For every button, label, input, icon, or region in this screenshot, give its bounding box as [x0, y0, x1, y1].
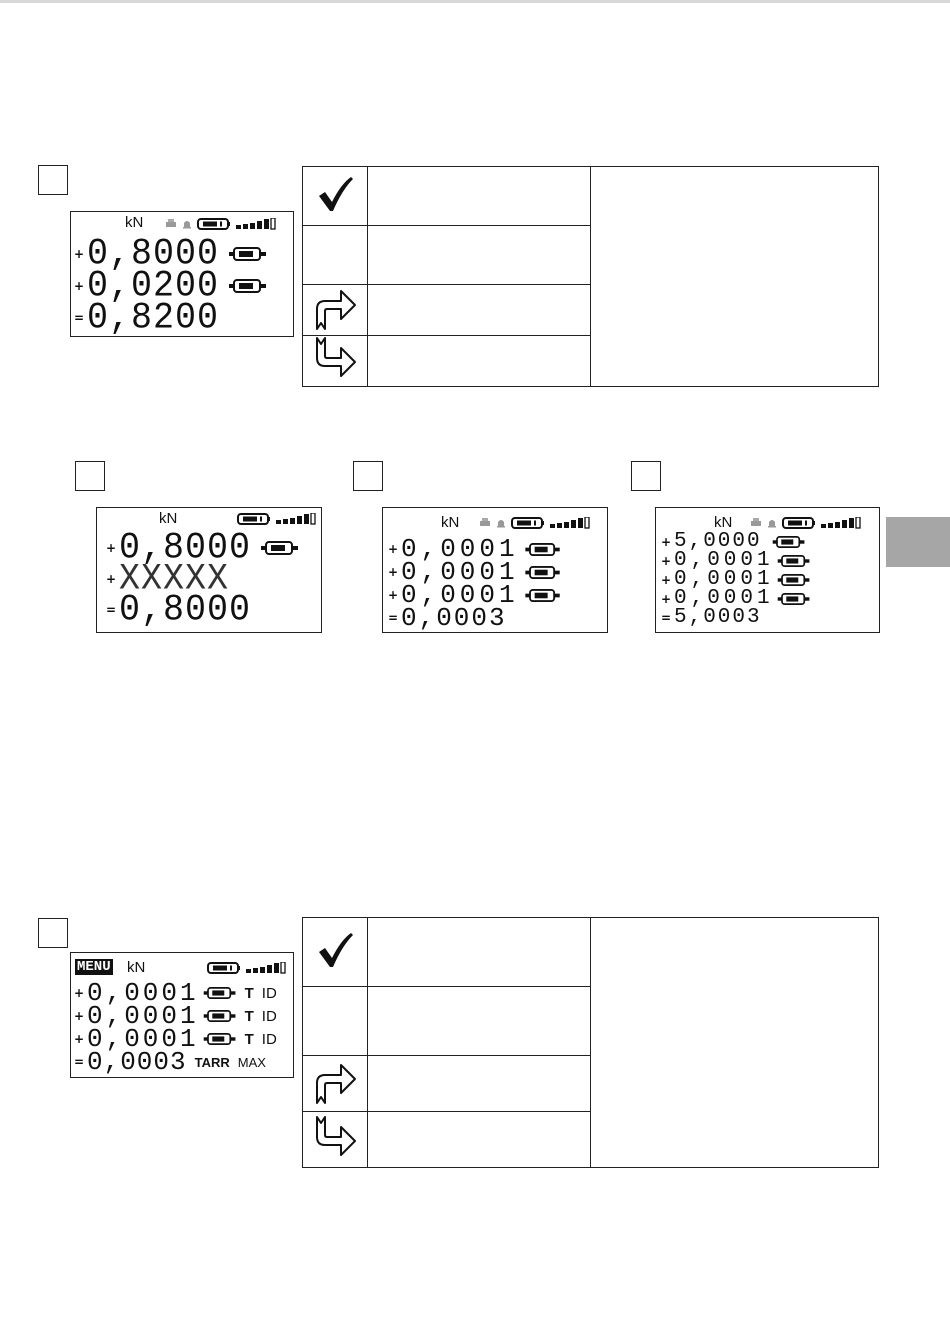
- unit-label: kN: [127, 959, 146, 976]
- row-value: 0,8000: [119, 527, 252, 569]
- row-value: 0,0003: [401, 603, 507, 633]
- lcd-row: [71, 298, 219, 338]
- bell-icon: [182, 219, 192, 229]
- key-up[interactable]: [303, 285, 368, 336]
- row-value: 0,0001: [674, 587, 774, 610]
- step-box-2: [75, 461, 105, 491]
- row-sign: +: [660, 553, 672, 568]
- key-up[interactable]: [303, 1056, 368, 1112]
- key-up-text: [368, 285, 591, 336]
- key-ok-text: [368, 918, 591, 987]
- row-value: 0,0001: [401, 557, 519, 587]
- tarr-indicator: TARR: [194, 1054, 230, 1070]
- description-cell: [591, 167, 879, 387]
- tare-indicator: T: [244, 1030, 254, 1048]
- unit-label: kN: [714, 514, 733, 531]
- row-value-undefined: XXXXX: [119, 558, 230, 600]
- row-sign: =: [105, 603, 117, 617]
- lcd-row: [71, 1047, 266, 1077]
- signal-strength-icon: [276, 513, 316, 525]
- lcd-row: [658, 606, 762, 629]
- row-value: 0,0001: [674, 549, 774, 572]
- sensor-icon: [525, 589, 561, 602]
- row-sign: =: [660, 610, 672, 625]
- lcd-display-1: [70, 211, 294, 337]
- row-sign: +: [660, 591, 672, 606]
- printer-icon: [165, 219, 177, 229]
- row-value: 0,0001: [87, 1001, 199, 1031]
- sensor-icon: [203, 987, 237, 999]
- sensor-icon: [777, 555, 811, 567]
- status-icons: [237, 513, 316, 525]
- row-value: 0,8200: [87, 297, 220, 339]
- row-sign: +: [105, 572, 117, 586]
- id-indicator: ID: [261, 984, 277, 1002]
- lcd-display-3: [382, 507, 608, 633]
- status-icons: [750, 517, 861, 529]
- tare-indicator: T: [244, 1007, 254, 1025]
- status-icons: [207, 962, 286, 974]
- sensor-icon: [229, 247, 267, 261]
- lcd-row: [385, 603, 507, 633]
- id-indicator: ID: [261, 1007, 277, 1025]
- row-sign: +: [387, 542, 399, 556]
- step-box-1: [38, 165, 68, 195]
- key-ok[interactable]: [303, 167, 368, 226]
- key-ok[interactable]: [303, 918, 368, 987]
- sensor-icon: [525, 543, 561, 556]
- row-value: 0,0003: [87, 1047, 187, 1077]
- max-indicator: MAX: [237, 1054, 266, 1070]
- row-sign: +: [73, 1032, 85, 1046]
- row-sign: +: [660, 534, 672, 549]
- battery-icon: [207, 962, 241, 974]
- key-table-2: [302, 917, 879, 1168]
- status-icons: [479, 517, 590, 529]
- check-icon: [315, 930, 355, 970]
- key-down[interactable]: [303, 1112, 368, 1168]
- row-sign: +: [73, 247, 85, 261]
- key-blank-text: [368, 226, 591, 285]
- unit-label: kN: [441, 514, 460, 531]
- row-sign: +: [387, 588, 399, 602]
- key-blank-text: [368, 987, 591, 1056]
- check-icon: [315, 174, 355, 214]
- down-right-arrow-icon: [313, 1115, 357, 1161]
- sensor-icon: [203, 1033, 237, 1045]
- menu-label: MENU: [77, 959, 111, 975]
- status-icons: [165, 218, 276, 230]
- sensor-icon: [772, 536, 806, 548]
- lcd-display-5: [70, 952, 294, 1078]
- key-blank: [303, 226, 368, 285]
- up-right-arrow-icon: [313, 285, 357, 331]
- row-sign: +: [73, 279, 85, 293]
- unit-label: kN: [159, 510, 178, 527]
- printer-icon: [750, 518, 762, 528]
- bell-icon: [767, 518, 777, 528]
- sensor-icon: [525, 566, 561, 579]
- lcd-display-2: [96, 507, 322, 633]
- section-side-tab: [886, 517, 950, 567]
- row-sign: +: [73, 986, 85, 1000]
- row-sign: +: [105, 541, 117, 555]
- row-value: 5,0003: [674, 606, 762, 629]
- step-box-4: [631, 461, 661, 491]
- key-down[interactable]: [303, 336, 368, 387]
- step-box-3: [353, 461, 383, 491]
- lcd-row: [103, 590, 251, 630]
- row-value: 0,0001: [87, 978, 199, 1008]
- battery-icon: [511, 517, 545, 529]
- sensor-icon: [261, 541, 299, 555]
- row-value: 0,8000: [119, 589, 252, 631]
- row-value: 0,0200: [87, 265, 220, 307]
- signal-strength-icon: [550, 517, 590, 529]
- key-down-text: [368, 336, 591, 387]
- row-sign: =: [73, 1055, 85, 1069]
- key-up-text: [368, 1056, 591, 1112]
- row-value: 0,0001: [401, 534, 519, 564]
- row-value: 5,0000: [674, 530, 762, 553]
- key-blank: [303, 987, 368, 1056]
- down-right-arrow-icon: [313, 336, 357, 382]
- row-sign: +: [660, 572, 672, 587]
- sensor-icon: [203, 1010, 237, 1022]
- battery-icon: [237, 513, 271, 525]
- row-sign: =: [387, 611, 399, 625]
- signal-strength-icon: [246, 962, 286, 974]
- battery-icon: [782, 517, 816, 529]
- page-top-rule: [0, 0, 950, 3]
- lcd-display-4: [655, 507, 880, 633]
- description-cell: [591, 918, 879, 1168]
- signal-strength-icon: [236, 218, 276, 230]
- sensor-icon: [777, 593, 811, 605]
- row-sign: +: [387, 565, 399, 579]
- row-value: 0,8000: [87, 233, 220, 275]
- row-value: 0,0001: [674, 568, 774, 591]
- printer-icon: [479, 518, 491, 528]
- battery-icon: [197, 218, 231, 230]
- key-ok-text: [368, 167, 591, 226]
- up-right-arrow-icon: [313, 1059, 357, 1105]
- row-sign: =: [73, 311, 85, 325]
- id-indicator: ID: [261, 1030, 277, 1048]
- sensor-icon: [777, 574, 811, 586]
- bell-icon: [496, 518, 506, 528]
- row-value: 0,0001: [87, 1024, 199, 1054]
- unit-label: kN: [125, 214, 144, 231]
- signal-strength-icon: [821, 517, 861, 529]
- step-box-5: [38, 918, 68, 948]
- key-table-1: [302, 166, 879, 387]
- tare-indicator: T: [244, 984, 254, 1002]
- key-down-text: [368, 1112, 591, 1168]
- sensor-icon: [229, 279, 267, 293]
- row-sign: +: [73, 1009, 85, 1023]
- row-value: 0,0001: [401, 580, 519, 610]
